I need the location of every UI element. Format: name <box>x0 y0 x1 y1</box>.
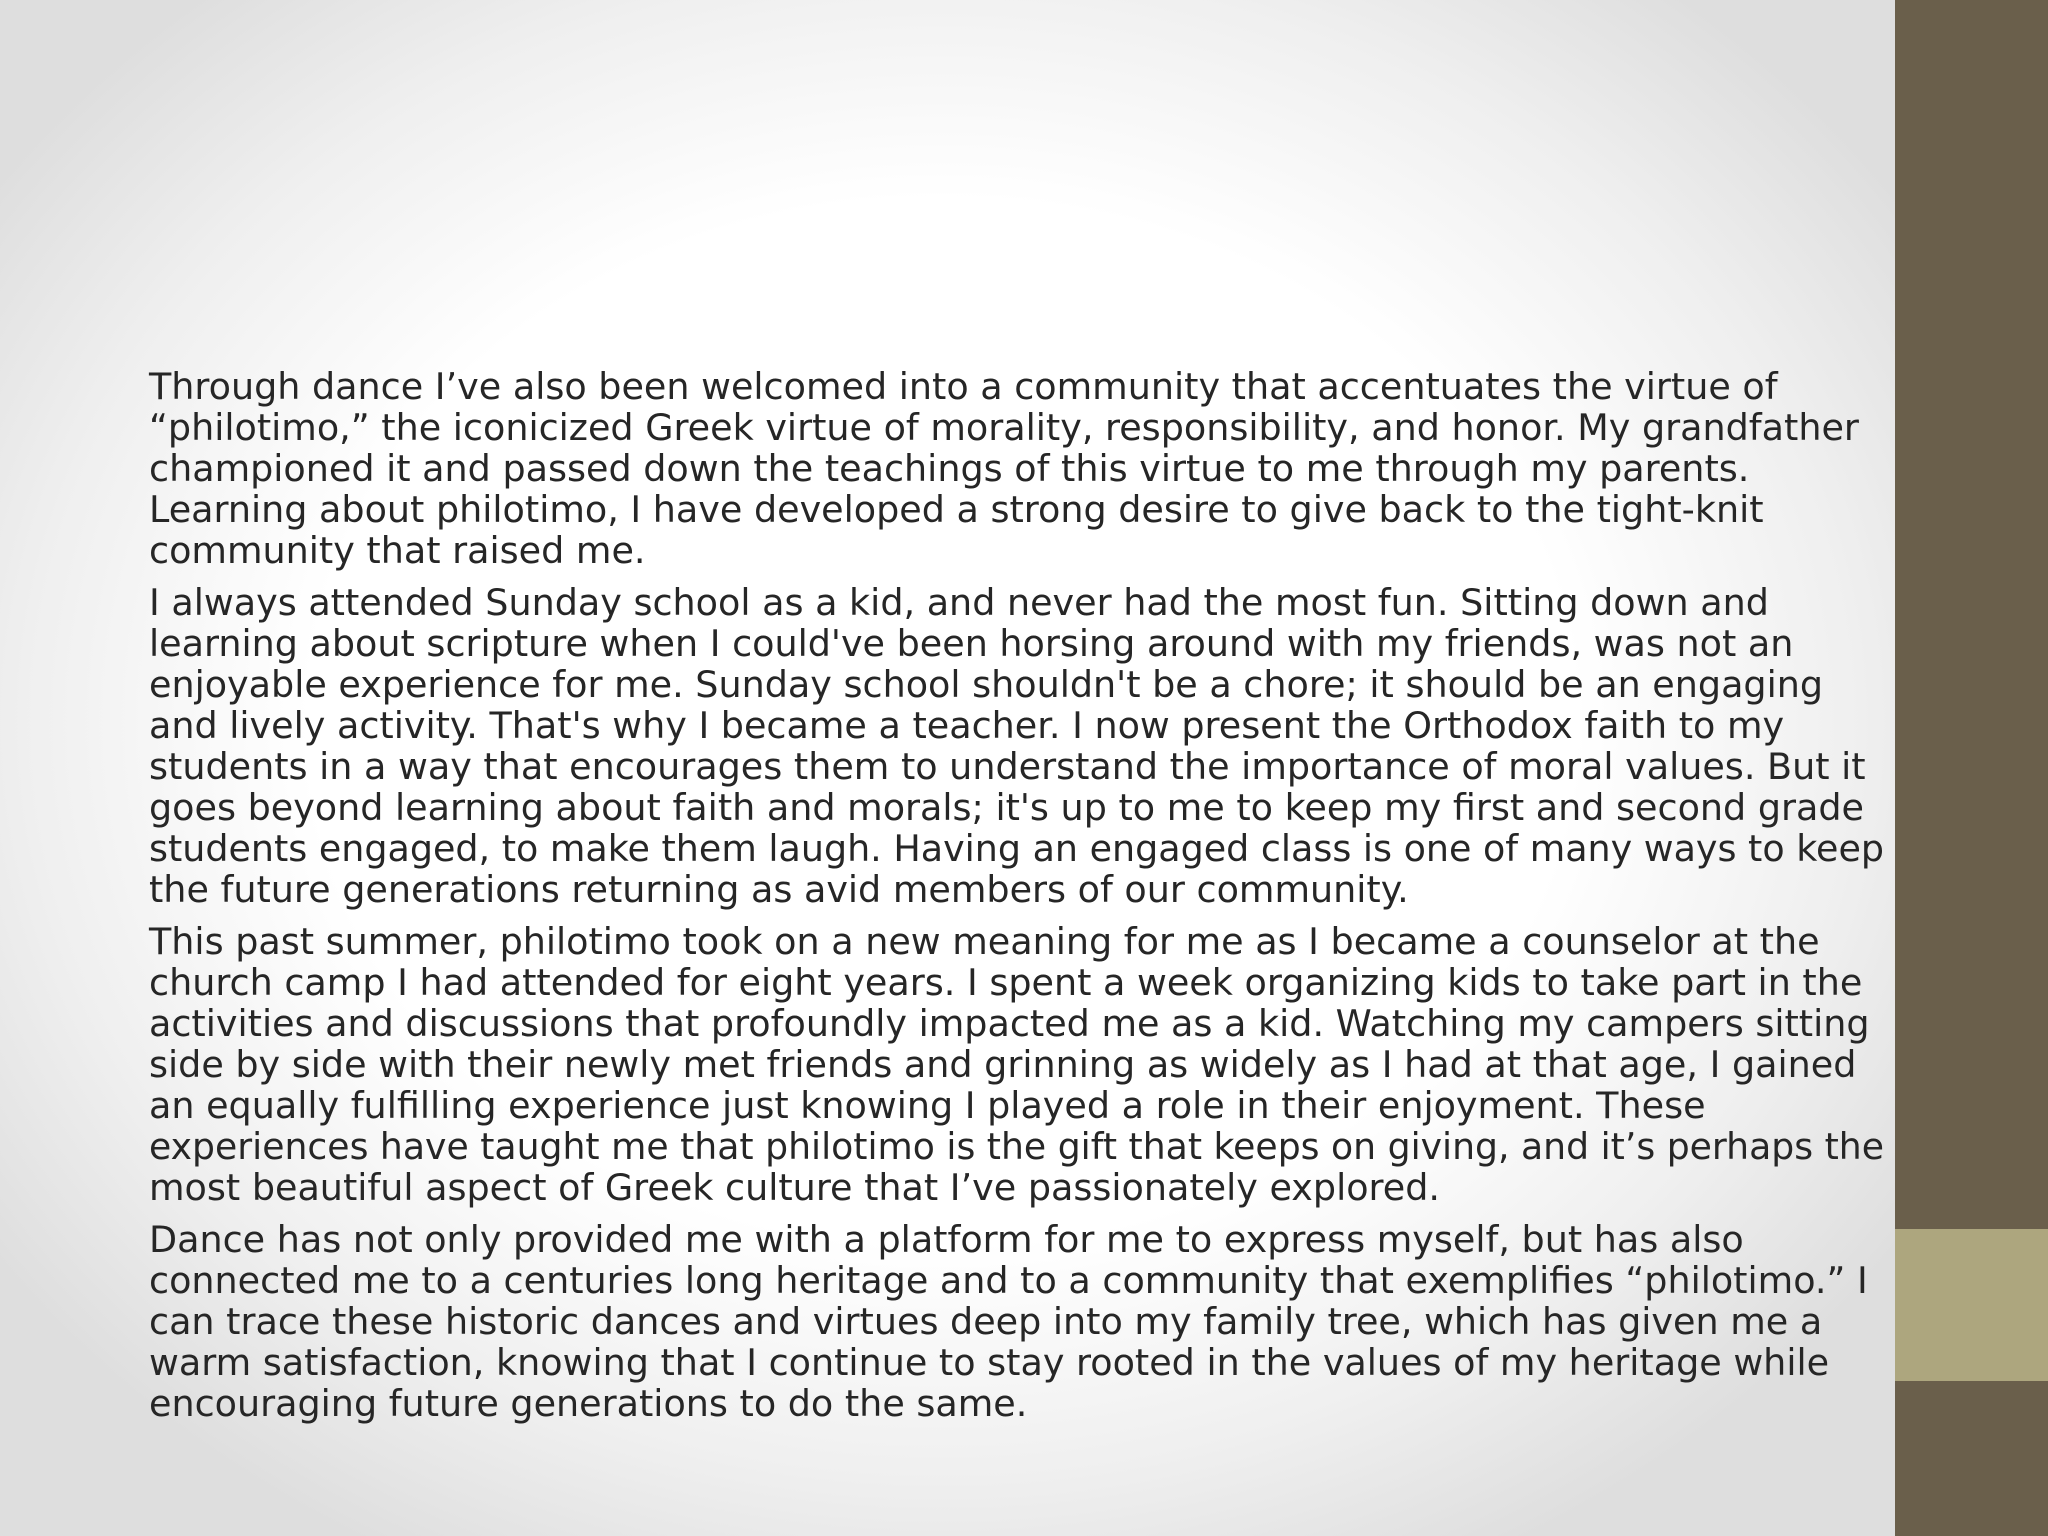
body-text <box>149 366 1889 1435</box>
text-line: and lively activity. That's why I became a teacher. I now present the Orthodox faith to my <box>149 704 1785 747</box>
text-line: championed it and passed down the teachings of this virtue to me through my parents. <box>149 447 1750 490</box>
text-line: Through dance I’ve also been welcomed into a community that accentuates the virtue of <box>149 365 1778 408</box>
text-line: enjoyable experience for me. Sunday school shouldn't be a chore; it should be an engaging <box>149 663 1824 706</box>
text-line: experiences have taught me that philotimo is the gift that keeps on giving, and it’s perhaps the <box>149 1125 1884 1168</box>
paragraph-2 <box>149 582 1889 910</box>
text-line: side by side with their newly met friends and grinning as widely as I had at that age, I gained <box>149 1043 1857 1086</box>
text-line: students in a way that encourages them to understand the importance of moral values. But it <box>149 745 1866 788</box>
paragraph-4 <box>149 1219 1889 1424</box>
text-line: church camp I had attended for eight years. I spent a week organizing kids to take part in the <box>149 961 1863 1004</box>
text-line: students engaged, to make them laugh. Having an engaged class is one of many ways to keep <box>149 827 1884 870</box>
text-line: community that raised me. <box>149 529 646 572</box>
text-line: most beautiful aspect of Greek culture that I’ve passionately explored. <box>149 1166 1440 1209</box>
text-line: encouraging future generations to do the same. <box>149 1382 1028 1425</box>
text-line: warm satisfaction, knowing that I continue to stay rooted in the values of my heritage while <box>149 1341 1830 1384</box>
text-line: goes beyond learning about faith and morals; it's up to me to keep my first and second grade <box>149 786 1864 829</box>
text-line: connected me to a centuries long heritage and to a community that exemplifies “philotimo.” I <box>149 1259 1868 1302</box>
text-line: can trace these historic dances and virtues deep into my family tree, which has given me a <box>149 1300 1823 1343</box>
text-line: I always attended Sunday school as a kid, and never had the most fun. Sitting down and <box>149 581 1769 624</box>
text-line: the future generations returning as avid members of our community. <box>149 868 1409 911</box>
paragraph-3 <box>149 921 1889 1208</box>
text-line: Learning about philotimo, I have developed a strong desire to give back to the tight-knit <box>149 488 1764 531</box>
side-accent-block <box>1895 1229 2048 1381</box>
text-line: This past summer, philotimo took on a new meaning for me as I became a counselor at the <box>149 920 1820 963</box>
text-line: learning about scripture when I could've been horsing around with my friends, was not an <box>149 622 1794 665</box>
text-line: “philotimo,” the iconicized Greek virtue of morality, responsibility, and honor. My grandfather <box>149 406 1859 449</box>
paragraph-1 <box>149 366 1889 571</box>
text-line: activities and discussions that profoundly impacted me as a kid. Watching my campers sitting <box>149 1002 1870 1045</box>
text-line: Dance has not only provided me with a platform for me to express myself, but has also <box>149 1218 1744 1261</box>
text-line: an equally fulfilling experience just knowing I played a role in their enjoyment. These <box>149 1084 1706 1127</box>
